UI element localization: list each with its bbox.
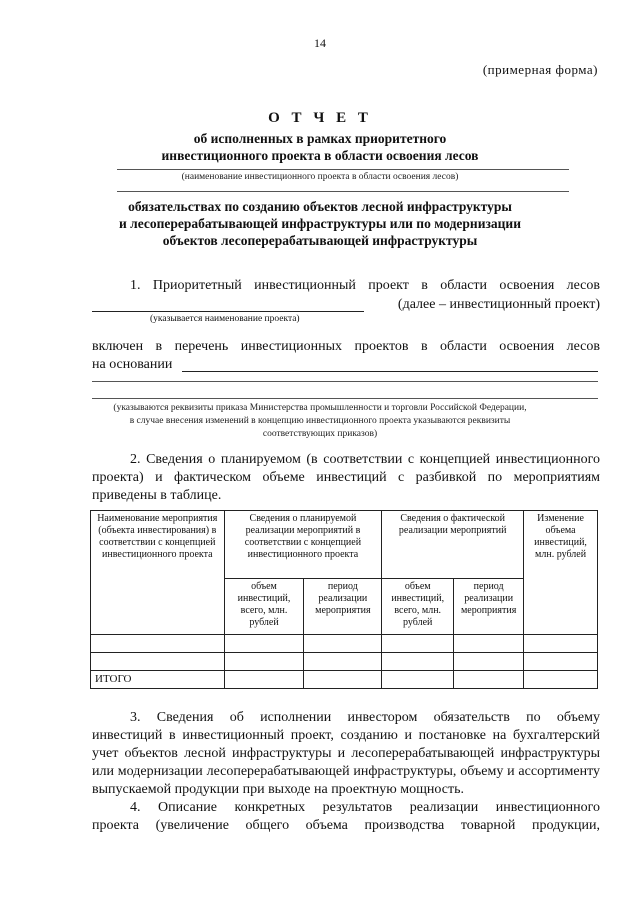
table-cell[interactable] [224, 671, 304, 689]
table-cell[interactable] [304, 671, 382, 689]
page-number: 14 [314, 36, 326, 50]
table-cell[interactable] [91, 653, 225, 671]
basis-caption-line-2: в случае внесения изменений в концепцию инвестиционного проекта указываются реквизиты [129, 416, 511, 426]
report-subtitle-line-2: инвестиционного проекта в области освоения лесов [161, 148, 479, 163]
section-2-line-1: 2. Сведения о планируемом (в соответствии с концепцией инвестиционного [130, 452, 600, 467]
table-cell[interactable] [524, 653, 598, 671]
basis-caption-line-3: соответствующих приказов) [262, 429, 378, 439]
table-row [91, 653, 598, 671]
section-3-line-2: инвестиций в инвестиционный проект, созданию и постановке на бухгалтерский [92, 728, 600, 743]
form-type-label: (примерная форма) [482, 62, 598, 77]
basis-field-line-2[interactable] [92, 381, 598, 382]
table-row [91, 635, 598, 653]
total-label: ИТОГО [91, 671, 225, 689]
section-1-line-1: 1. Приоритетный инвестиционный проект в области освоения лесов [130, 278, 600, 293]
report-title: О Т Ч Е Т [268, 110, 372, 126]
basis-caption-line-1: (указываются реквизиты приказа Министерства промышленности и торговли Российской Федерации, [113, 403, 527, 413]
obligations-line-2: и лесоперерабатывающей инфраструктуры или по модернизации [119, 216, 521, 231]
col-header-planned-volume: объем инвестиций, всего, млн. рублей [224, 579, 304, 635]
col-header-planned-period: период реализации мероприятия [304, 579, 382, 635]
table-cell[interactable] [454, 653, 524, 671]
section-3-line-1: 3. Сведения об исполнении инвестором обязательств по объему [130, 710, 600, 725]
section-1-line-3: включен в перечень инвестиционных проектов в области освоения лесов [92, 339, 600, 354]
project-name-caption: (наименование инвестиционного проекта в области освоения лесов) [181, 172, 459, 182]
obligations-line-3: объектов лесоперерабатывающей инфраструктуры [162, 233, 478, 248]
section-4-line-2: проекта (увеличение общего объема производства товарной продукции, [92, 818, 600, 833]
table-cell[interactable] [382, 671, 454, 689]
col-header-planned: Сведения о планируемой реализации мероприятий в соответствии с концепцией инвестиционного проекта [224, 511, 382, 579]
col-header-measure-name: Наименование мероприятия (объекта инвестирования) в соответствии с концепцией инвестиционного проекта [91, 511, 225, 635]
table-cell[interactable] [382, 635, 454, 653]
table-cell[interactable] [224, 635, 304, 653]
table-cell[interactable] [304, 653, 382, 671]
table-cell[interactable] [524, 635, 598, 653]
basis-label: на основании [92, 357, 173, 372]
section-2-line-2: проекта) и фактическом объеме инвестиций с разбивкой по мероприятиям [92, 470, 600, 485]
table-cell[interactable] [224, 653, 304, 671]
table-cell[interactable] [91, 635, 225, 653]
investment-table [90, 510, 598, 689]
table-cell[interactable] [454, 671, 524, 689]
col-header-actual-volume: объем инвестиций, всего, млн. рублей [382, 579, 454, 635]
section-4-line-1: 4. Описание конкретных результатов реализации инвестиционного [130, 800, 600, 815]
project-name-field[interactable] [92, 296, 364, 312]
section-1-line-4 [92, 356, 600, 374]
project-name-field-caption: (указывается наименование проекта) [150, 314, 300, 324]
section-1-line-2 [92, 296, 600, 314]
section-2-line-3: приведены в таблице. [92, 488, 222, 503]
report-subtitle-line-1: об исполненных в рамках приоритетного [193, 131, 447, 146]
col-header-actual: Сведения о фактической реализации мероприятий [382, 511, 524, 579]
table-cell[interactable] [454, 635, 524, 653]
table-header-row [91, 511, 598, 579]
hereinafter-label: (далее – инвестиционный проект) [397, 297, 600, 312]
section-3-line-3: учет объектов лесной инфраструктуры и лесоперерабатывающей инфраструктуры [92, 746, 600, 761]
col-header-change: Изменение объема инвестиций, млн. рублей [524, 511, 598, 635]
section-3-line-4: или модернизации лесоперерабатывающей инфраструктуры, объему и ассортименту [92, 764, 600, 779]
section-3-line-5: выпускаемой продукции при выходе на проектную мощность. [92, 782, 464, 797]
separator-line [117, 191, 569, 192]
basis-field[interactable] [182, 356, 598, 372]
table-cell[interactable] [304, 635, 382, 653]
table-cell[interactable] [524, 671, 598, 689]
obligations-line-1: обязательствах по созданию объектов лесной инфраструктуры [128, 199, 512, 214]
project-name-blank-line [117, 169, 569, 170]
col-header-actual-period: период реализации мероприятия [454, 579, 524, 635]
basis-field-line-3[interactable] [92, 398, 598, 399]
table-total-row [91, 671, 598, 689]
table-cell[interactable] [382, 653, 454, 671]
